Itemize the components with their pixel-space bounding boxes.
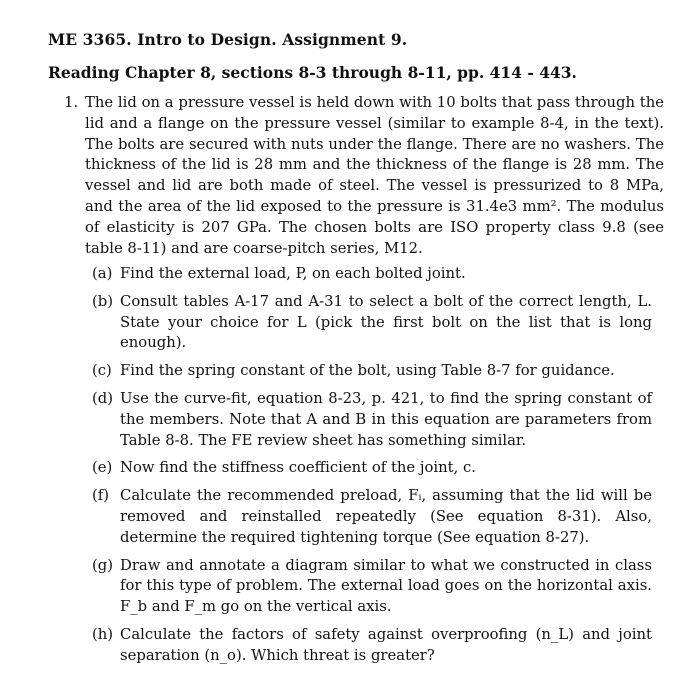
part-text: Consult tables A-17 and A-31 to select a bolt of the correct length, L. State your choice for L (pick the first bolt on the list that is long enough). bbox=[120, 292, 652, 352]
part-a bbox=[92, 264, 652, 285]
part-text: Find the spring constant of the bolt, using Table 8-7 for guidance. bbox=[120, 362, 615, 380]
problem-statement: The lid on a pressure vessel is held down with 10 bolts that pass through the lid and a flange on the pressure vessel (similar to example 8-4, in the text). The bolts are secured with nuts under the flange. There are no washers. The thickness of the lid is 28 mm and the thickness of the flange is 28 mm. The vessel and lid are both made of steel. The vessel is pressurized to 8 MPa, and the area of the lid exposed to the pressure is 31.4e3 mm². The modulus of elasticity is 207 GPa. The chosen bolts are ISO property class 9.8 (see table 8-11) and are coarse-pitch series, M12. bbox=[85, 94, 664, 257]
part-f bbox=[92, 486, 652, 548]
part-label: (a) bbox=[92, 265, 113, 282]
problem-parts bbox=[92, 264, 652, 674]
part-label: (b) bbox=[92, 292, 114, 310]
problem-number: 1. bbox=[64, 93, 79, 111]
part-text: Calculate the factors of safety against overproofing (n_L) and joint separation (n_o). Which threat is greater? bbox=[120, 625, 652, 664]
part-label: (d) bbox=[92, 389, 114, 407]
part-label: (e) bbox=[92, 459, 113, 477]
part-label: (g) bbox=[92, 556, 114, 574]
part-label: (f) bbox=[92, 487, 110, 505]
part-text: Draw and annotate a diagram similar to what we constructed in class for this type of problem. The external load goes on the horizontal axis. F_b and F_m go on the vertical axis. bbox=[120, 556, 652, 616]
assignment-title: ME 3365. Intro to Design. Assignment 9. bbox=[48, 30, 408, 49]
reading-assignment: Reading Chapter 8, sections 8-3 through 8-11, pp. 414 - 443. bbox=[48, 63, 577, 82]
part-g bbox=[92, 556, 652, 618]
part-label: (c) bbox=[92, 362, 112, 380]
part-label: (h) bbox=[92, 625, 114, 643]
part-text: Find the external load, P, on each bolted joint. bbox=[120, 265, 466, 282]
problem-1 bbox=[64, 93, 664, 259]
part-d bbox=[92, 389, 652, 451]
part-b bbox=[92, 292, 652, 354]
part-text: Calculate the recommended preload, Fᵢ, assuming that the lid will be removed and reinstalled repeatedly (See equation 8-31). Also, determine the required tightening torque (See equation 8-27). bbox=[120, 487, 652, 546]
part-e bbox=[92, 458, 652, 479]
part-c bbox=[92, 361, 652, 382]
part-text: Use the curve-fit, equation 8-23, p. 421, to find the spring constant of the members. Note that A and B in this equation are parameters from Table 8-8. The FE review sheet has something similar. bbox=[120, 389, 652, 449]
part-h bbox=[92, 625, 652, 667]
part-text: Now find the stiffness coefficient of the joint, c. bbox=[120, 459, 476, 477]
